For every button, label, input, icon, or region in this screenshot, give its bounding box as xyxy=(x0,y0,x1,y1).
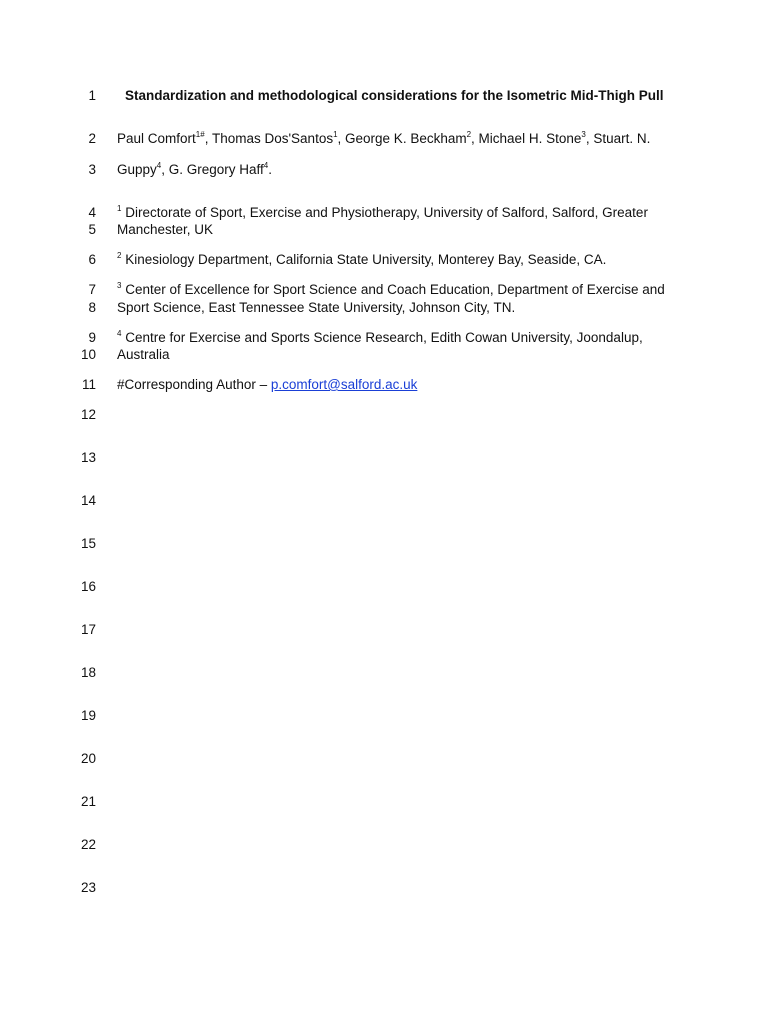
line-number: 18 xyxy=(80,665,96,680)
author-list-line2 xyxy=(117,161,272,178)
line-number: 2 xyxy=(88,131,96,146)
affiliation-sup: 1 xyxy=(117,203,122,213)
author-name: , Michael H. Stone xyxy=(471,131,582,146)
author-name: , G. Gregory Haff xyxy=(161,162,264,177)
author-name: , George K. Beckham xyxy=(337,131,467,146)
line-number: 15 xyxy=(80,536,96,551)
author-name: Guppy xyxy=(117,162,157,177)
line-number: 10 xyxy=(80,347,96,362)
affiliation-sup: 4 xyxy=(117,328,122,338)
author-list-end: . xyxy=(268,162,272,177)
paper-title: Standardization and methodological considerations for the Isometric Mid-Thigh Pull xyxy=(125,88,664,103)
author-name: , Thomas Dos'Santos xyxy=(204,131,334,146)
author-name: Paul Comfort xyxy=(117,131,196,146)
author-affiliation-sup: 1# xyxy=(195,129,205,139)
corresponding-email-link[interactable]: p.comfort@salford.ac.uk xyxy=(270,377,418,392)
line-number: 3 xyxy=(88,162,96,177)
line-number: 11 xyxy=(81,377,96,392)
author-affiliation-sup: 4 xyxy=(263,160,269,170)
affiliation-sup: 3 xyxy=(117,280,122,290)
affiliation-text: Center of Excellence for Sport Science and Coach Education, Department of Exercise and xyxy=(121,282,665,297)
affiliation-2-line1 xyxy=(117,251,606,268)
line-number: 9 xyxy=(88,330,96,345)
affiliation-4-line2: Australia xyxy=(117,347,170,362)
affiliation-text: Centre for Exercise and Sports Science Research, Edith Cowan University, Joondalup, xyxy=(121,330,643,345)
author-name: , Stuart. N. xyxy=(585,131,651,146)
affiliation-3-line1 xyxy=(117,281,665,298)
line-number: 20 xyxy=(80,751,96,766)
author-affiliation-sup: 1 xyxy=(333,129,338,139)
line-number: 13 xyxy=(80,450,96,465)
author-affiliation-sup: 4 xyxy=(156,160,162,170)
line-number: 14 xyxy=(80,493,96,508)
corresponding-author xyxy=(117,376,417,393)
affiliation-text: Kinesiology Department, California State University, Monterey Bay, Seaside, CA. xyxy=(121,252,607,267)
affiliation-3-line2: Sport Science, East Tennessee State University, Johnson City, TN. xyxy=(117,300,516,315)
author-affiliation-sup: 2 xyxy=(466,129,472,139)
author-affiliation-sup: 3 xyxy=(581,129,586,139)
affiliation-4-line1 xyxy=(117,329,643,346)
line-number: 22 xyxy=(80,837,96,852)
line-number: 4 xyxy=(88,205,96,220)
line-number: 17 xyxy=(80,622,96,637)
line-number: 8 xyxy=(88,300,96,315)
line-number: 21 xyxy=(80,794,96,809)
line-number: 5 xyxy=(88,222,96,237)
affiliation-1-line2: Manchester, UK xyxy=(117,222,214,237)
author-list-line1 xyxy=(117,130,650,147)
affiliation-sup: 2 xyxy=(117,250,122,260)
line-number: 16 xyxy=(80,579,96,594)
affiliation-1-line1 xyxy=(117,204,648,221)
line-number: 23 xyxy=(80,880,96,895)
line-number: 19 xyxy=(80,708,96,723)
line-number: 7 xyxy=(88,282,96,297)
affiliation-text: Directorate of Sport, Exercise and Physiotherapy, University of Salford, Salford, Greater xyxy=(121,205,648,220)
line-number: 6 xyxy=(88,252,96,267)
line-number: 12 xyxy=(80,407,96,422)
corresponding-author-label: #Corresponding Author – xyxy=(117,377,271,392)
line-number: 1 xyxy=(88,88,96,103)
